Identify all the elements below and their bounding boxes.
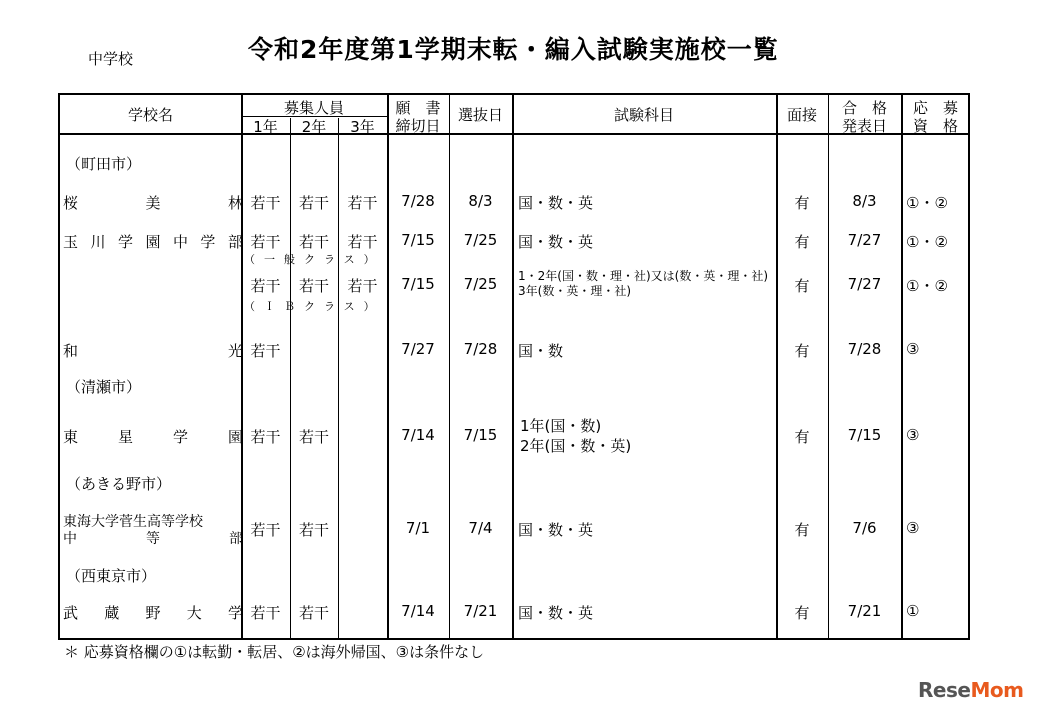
grade2-count: 若干 — [298, 604, 329, 622]
grade1-count: 若干 — [250, 233, 281, 251]
interview: 有 — [794, 277, 810, 295]
result-date: 7/15 — [847, 426, 882, 444]
qualification: ①・② — [906, 233, 948, 251]
subjects: 国・数・英 — [518, 233, 594, 251]
subjects: 国・数・英 — [518, 194, 594, 212]
col-divider — [449, 95, 450, 638]
col-divider — [901, 95, 903, 638]
result-date: 7/27 — [847, 275, 882, 293]
resemom-logo: ReseMom — [918, 678, 1024, 702]
qualification: ③ — [906, 426, 920, 444]
subjects: 1年(国・数) — [520, 417, 602, 435]
deadline: 7/14 — [401, 426, 435, 444]
qualification: ③ — [906, 340, 920, 358]
school-type-label: 中学校 — [88, 50, 134, 68]
grade1-count: 若干 — [250, 521, 281, 539]
region-label: （西東京市） — [66, 567, 157, 585]
col-deadline-top: 願 書 — [395, 99, 441, 117]
footnote: ＊ 応募資格欄の①は転勤・転居、②は海外帰国、③は条件なし — [64, 643, 485, 661]
col-interview: 面接 — [786, 106, 817, 124]
schedule-table — [58, 93, 970, 640]
col-divider — [776, 95, 778, 638]
subjects: 3年(数・英・理・社) — [518, 284, 631, 298]
result-date: 7/21 — [847, 602, 882, 620]
grade1-count: 若干 — [250, 604, 281, 622]
subjects: 国・数・英 — [518, 521, 594, 539]
grade1-count: 若干 — [250, 342, 281, 360]
subjects: 国・数・英 — [518, 604, 594, 622]
col-deadline-bottom: 締切日 — [395, 117, 441, 135]
grade1-count: 若干 — [250, 428, 281, 446]
selection-date: 7/15 — [463, 426, 498, 444]
subjects: 1・2年(国・数・理・社)又は(数・英・理・社) — [518, 269, 768, 283]
deadline: 7/15 — [401, 231, 435, 249]
region-label: （あきる野市） — [66, 475, 172, 493]
result-date: 7/6 — [852, 519, 877, 537]
grade1-count: 若干 — [250, 194, 281, 212]
col-result-top: 合 格 — [841, 99, 887, 117]
grade2-count: 若干 — [298, 277, 329, 295]
col-divider — [828, 95, 829, 638]
deadline: 7/15 — [401, 275, 435, 293]
col-grade1: 1年 — [253, 118, 278, 136]
region-label: （清瀬市） — [66, 378, 142, 396]
class-note: （一般クラス） — [244, 253, 384, 266]
grade3-count: 若干 — [347, 277, 378, 295]
grade1-count: 若干 — [250, 277, 281, 295]
qualification: ① — [906, 602, 920, 620]
result-date: 8/3 — [852, 192, 877, 210]
col-qual-top: 応 募 — [912, 99, 958, 117]
selection-date: 7/25 — [463, 231, 498, 249]
interview: 有 — [794, 521, 810, 539]
subjects: 2年(国・数・英) — [520, 437, 632, 455]
page-title: 令和2年度第1学期末転・編入試験実施校一覧 — [248, 35, 779, 64]
grade2-count: 若干 — [298, 428, 329, 446]
selection-date: 7/28 — [463, 340, 498, 358]
selection-date: 7/25 — [463, 275, 498, 293]
interview: 有 — [794, 233, 810, 251]
school-name: 桜 美 林 — [63, 194, 243, 212]
school-name-line2: 中 等 部 — [63, 531, 243, 547]
result-date: 7/27 — [847, 231, 882, 249]
selection-date: 7/4 — [468, 519, 493, 537]
grade3-count: 若干 — [347, 194, 378, 212]
deadline: 7/28 — [401, 192, 435, 210]
grade2-count: 若干 — [298, 233, 329, 251]
grade2-count: 若干 — [298, 521, 329, 539]
col-divider — [387, 95, 389, 638]
col-qual-bottom: 資 格 — [912, 117, 958, 135]
school-name: 玉 川 学 園 中 学 部 — [63, 233, 243, 251]
deadline: 7/14 — [401, 602, 435, 620]
col-divider — [512, 95, 514, 638]
grade3-count: 若干 — [347, 233, 378, 251]
interview: 有 — [794, 428, 810, 446]
interview: 有 — [794, 194, 810, 212]
deadline: 7/1 — [405, 519, 431, 537]
qualification: ①・② — [906, 194, 948, 212]
result-date: 7/28 — [847, 340, 882, 358]
col-recruit: 募集人員 — [283, 99, 344, 117]
col-grade3: 3年 — [350, 118, 375, 136]
qualification: ①・② — [906, 277, 948, 295]
qualification: ③ — [906, 519, 920, 537]
col-divider — [241, 95, 243, 638]
class-note: （ＩＢクラス） — [244, 300, 384, 313]
deadline: 7/27 — [401, 340, 435, 358]
col-subjects: 試験科目 — [613, 106, 674, 124]
col-grade2: 2年 — [301, 118, 327, 136]
region-label: （町田市） — [66, 155, 142, 173]
col-result-bottom: 発表日 — [841, 117, 887, 135]
col-school: 学校名 — [127, 106, 173, 124]
selection-date: 7/21 — [463, 602, 498, 620]
col-selection: 選抜日 — [457, 106, 503, 124]
subjects: 国・数 — [518, 342, 564, 360]
selection-date: 8/3 — [468, 192, 493, 210]
grade2-count: 若干 — [298, 194, 329, 212]
school-name: 武 蔵 野 大 学 — [63, 604, 243, 622]
interview: 有 — [794, 604, 810, 622]
school-name: 和 光 — [63, 342, 243, 360]
school-name: 東 星 学 園 — [63, 428, 243, 446]
school-name: 東海大学菅生高等学校 — [63, 514, 203, 530]
interview: 有 — [794, 342, 810, 360]
